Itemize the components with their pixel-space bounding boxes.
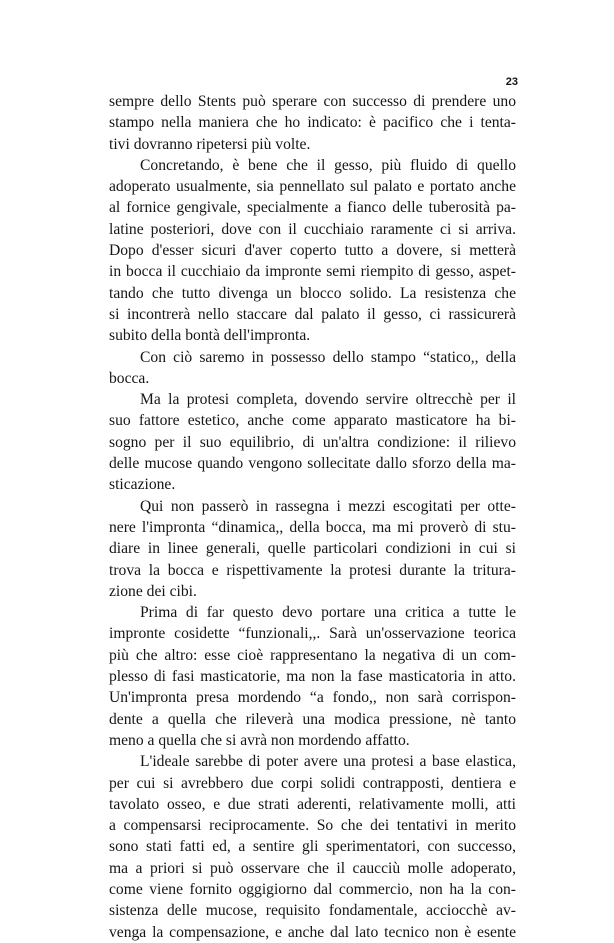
text-line: impronte cosidette “funzionali,,. Sarà un'osservazione teorica	[109, 625, 516, 643]
text-line: suo fattore estetico, anche come apparato masticatore ha bi-	[109, 412, 516, 430]
text-line: si incontrerà nello staccare dal palato il gesso, ci rassicurerà	[109, 305, 516, 323]
text-line: adoperato usualmente, sia pennellato sul palato e portato anche	[109, 178, 516, 196]
page-number: 23	[505, 76, 518, 88]
text-line: venga la compensazione, e anche dal lato tecnico non è esente	[109, 923, 516, 941]
text-line: in bocca il cucchiaio da impronte semi riempito di gesso, aspet-	[109, 263, 516, 281]
text-line: subito della bontà dell'impronta.	[109, 327, 311, 345]
text-line: ma a priori si può osservare che il caucciù molle adoperato,	[109, 859, 516, 877]
body-text	[109, 91, 516, 943]
text-line: diare in linee generali, quelle particolari condizioni in cui si	[109, 540, 516, 558]
text-line: L'ideale sarebbe di poter avere una protesi a base elastica,	[140, 753, 516, 771]
text-line: Qui non passerò in rassegna i mezzi escogitati per otte-	[140, 497, 516, 515]
text-line: sogno per il suo equilibrio, di un'altra condizione: il rilievo	[109, 433, 516, 451]
text-line: tando che tutto divenga un blocco solido. La resistenza che	[109, 284, 516, 302]
text-line: a compensarsi reciprocamente. So che dei tentativi in merito	[109, 817, 516, 835]
text-line: Prima di far questo devo portare una critica a tutte le	[140, 604, 516, 622]
text-line: stampo nella maniera che ho indicato: è pacifico che i tenta-	[109, 114, 516, 132]
text-line: latine posteriori, dove con il cucchiaio raramente ci si arriva.	[109, 220, 516, 238]
text-line: nere l'impronta “dinamica,, della bocca, ma mi proverò di stu-	[109, 518, 516, 536]
text-line: Un'impronta presa mordendo “a fondo,, non sarà corrispon-	[109, 689, 516, 707]
text-line: Concretando, è bene che il gesso, più fluido di quello	[140, 156, 516, 174]
text-line: meno a quella che si avrà non mordendo affatto.	[109, 731, 410, 749]
text-line: Con ciò saremo in possesso dello stampo “statico,, della	[140, 348, 516, 366]
text-line: Dopo d'esser sicuri d'aver coperto tutto a dovere, si metterà	[109, 242, 516, 260]
text-line: tivi dovranno ripetersi più volte.	[109, 135, 311, 153]
text-line: sistenza delle mucose, requisito fondamentale, acciocchè av-	[109, 902, 516, 920]
text-line: zione dei cibi.	[109, 582, 197, 600]
text-line: bocca.	[109, 369, 150, 387]
text-line: più che altro: esse cioè rappresentano la negativa di un com-	[109, 646, 516, 664]
text-line: al fornice gengivale, specialmente a fianco delle tuberosità pa-	[109, 199, 516, 217]
text-line: tavolato osseo, e due strati aderenti, relativamente molli, atti	[109, 795, 516, 813]
text-line: per cui si avrebbero due corpi solidi contrapposti, dentiera e	[109, 774, 516, 792]
text-line: Ma la protesi completa, dovendo servire oltrecchè per il	[140, 391, 516, 409]
text-line: trova la bocca e rispettivamente la protesi durante la tritura-	[109, 561, 516, 579]
text-line: sono stati fatti ed, a sentire gli sperimentatori, con successo,	[109, 838, 516, 856]
text-line: sempre dello Stents può sperare con successo di prendere uno	[109, 93, 516, 110]
text-line: sticazione.	[109, 476, 176, 494]
text-line: plesso di fasi masticatorie, ma non la fase masticatoria in atto.	[109, 668, 516, 686]
text-line: delle mucose quando vengono sollecitate dallo sforzo della ma-	[109, 455, 516, 473]
text-line: dente a quella che rileverà una modica pressione, nè tanto	[109, 710, 516, 728]
text-line: come viene fornito oggigiorno dal commercio, non ha la con-	[109, 880, 516, 898]
